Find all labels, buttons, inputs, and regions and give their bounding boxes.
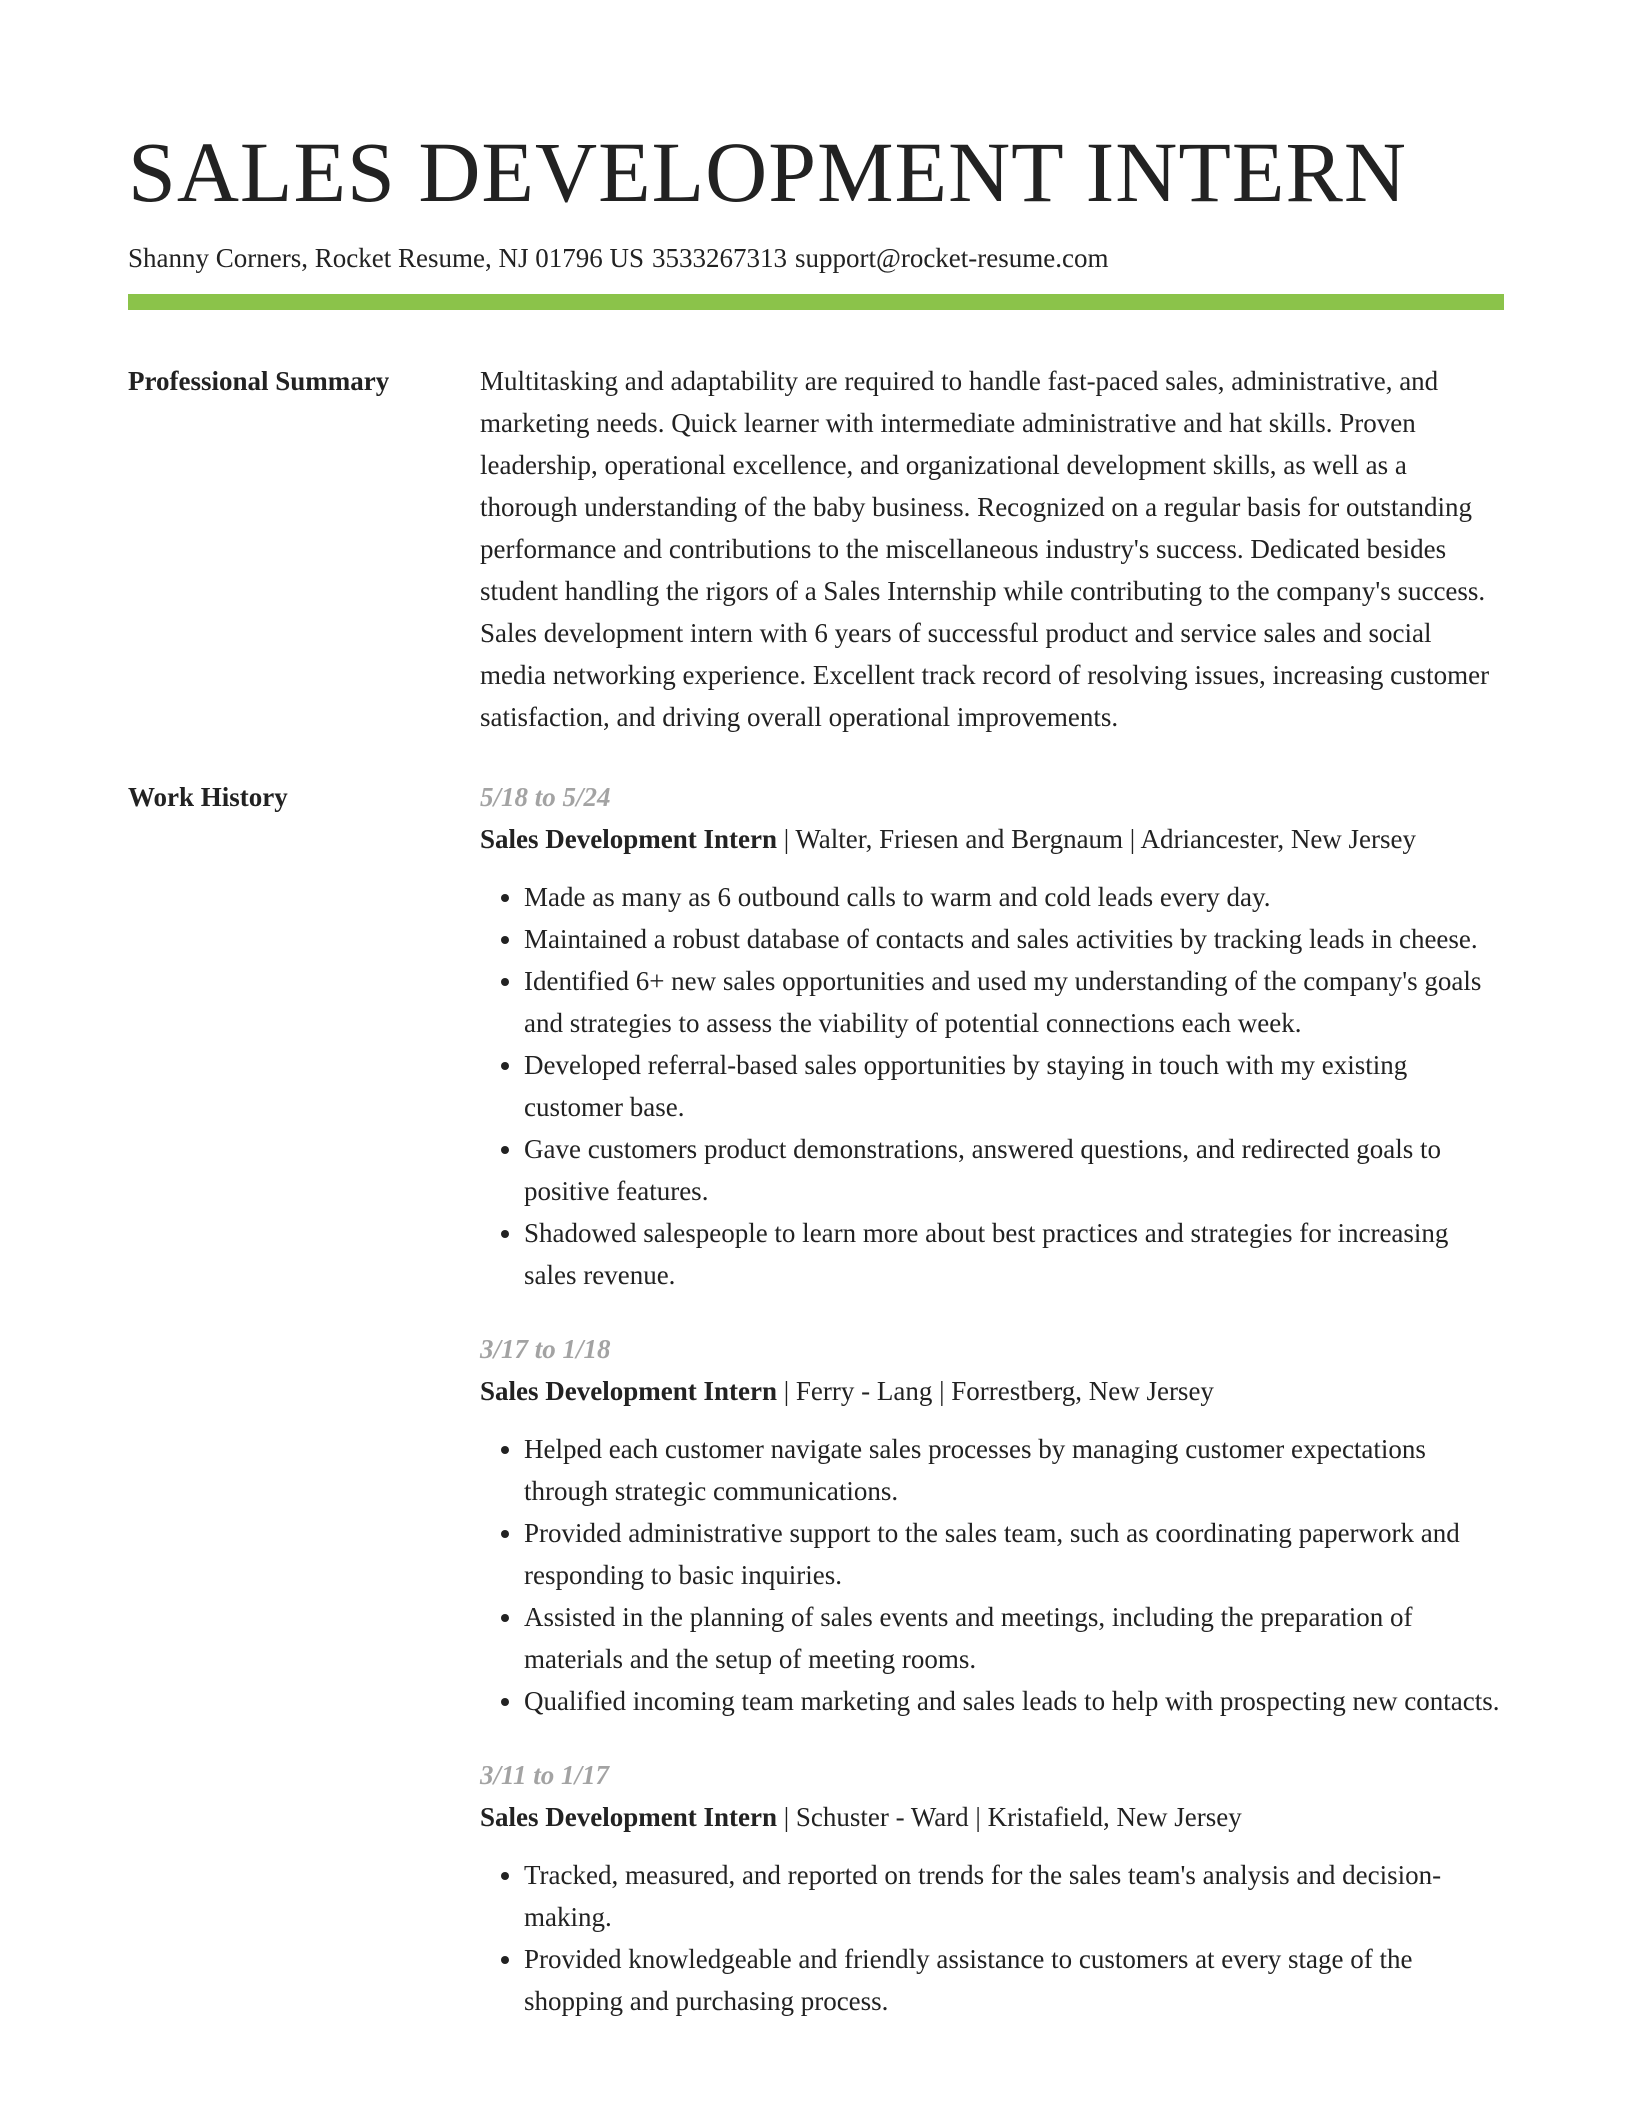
- job-title: Sales Development Intern: [480, 824, 777, 854]
- job-bullet: • Tracked, measured, and reported on trends for the sales team's analysis and decision-making.: [524, 1854, 1504, 1938]
- job-heading: [480, 1370, 1504, 1412]
- summary-body: [480, 360, 1504, 738]
- job-dates: 3/17 to 1/18: [480, 1334, 611, 1364]
- job-details: | Ferry - Lang | Forrestberg, New Jersey: [776, 1376, 1214, 1406]
- job-dates: 3/11 to 1/17: [480, 1760, 610, 1790]
- job-entry: [480, 776, 1504, 1296]
- job-bullet: • Shadowed salespeople to learn more about best practices and strategies for increasing sales revenue.: [524, 1212, 1504, 1296]
- job-bullet: • Developed referral-based sales opportunities by staying in touch with my existing customer base.: [524, 1044, 1504, 1128]
- summary-text: Multitasking and adaptability are required to handle fast-paced sales, administrative, and marketing needs. Quick learner with intermediate administrative and hat skills. Proven leadership, operational excellence, and organizational development skills, as well as a thorough understanding of the baby business. Recognized on a regular basis for outstanding performance and contributions to the miscellaneous industry's success. Dedicated besides student handling the rigors of a Sales Internship while contributing to the company's success. Sales development intern with 6 years of successful product and service sales and social media networking experience. Excellent track record of resolving issues, increasing customer satisfaction, and driving overall operational improvements.: [480, 366, 1490, 732]
- work-history-section: [128, 776, 1504, 2022]
- resume-page: [128, 0, 1504, 2022]
- job-title: Sales Development Intern: [480, 1376, 777, 1406]
- job-bullet: • Helped each customer navigate sales processes by managing customer expectations through strategic communications.: [524, 1428, 1504, 1512]
- job-entry: [480, 1754, 1504, 2022]
- job-bullets: [480, 1428, 1504, 1722]
- job-bullets: [480, 1854, 1504, 2022]
- professional-summary-section: [128, 360, 1504, 738]
- job-bullet: • Provided knowledgeable and friendly assistance to customers at every stage of the shopping and purchasing process.: [524, 1938, 1504, 2022]
- section-title-summary: Professional Summary: [128, 366, 390, 396]
- job-bullets: [480, 876, 1504, 1296]
- job-bullet: • Qualified incoming team marketing and sales leads to help with prospecting new contacts.: [524, 1680, 1504, 1722]
- job-heading: [480, 818, 1504, 860]
- contact-line: [128, 240, 1504, 276]
- work-history-body: [480, 776, 1504, 2022]
- job-title: Sales Development Intern: [480, 1802, 777, 1832]
- contact-phone: 3533267313: [651, 243, 787, 273]
- contact-email: support@rocket-resume.com: [794, 243, 1109, 273]
- job-dates: 5/18 to 5/24: [480, 782, 611, 812]
- section-title-work: Work History: [128, 782, 288, 812]
- job-details: | Schuster - Ward | Kristafield, New Jersey: [776, 1802, 1242, 1832]
- job-bullet: • Gave customers product demonstrations, answered questions, and redirected goals to positive features.: [524, 1128, 1504, 1212]
- job-bullet: • Assisted in the planning of sales events and meetings, including the preparation of materials and the setup of meeting rooms.: [524, 1596, 1504, 1680]
- job-bullet: • Maintained a robust database of contacts and sales activities by tracking leads in cheese.: [524, 918, 1504, 960]
- contact-address: Shanny Corners, Rocket Resume, NJ 01796 US: [128, 243, 644, 273]
- job-bullet: • Made as many as 6 outbound calls to warm and cold leads every day.: [524, 876, 1504, 918]
- job-bullet: • Provided administrative support to the sales team, such as coordinating paperwork and responding to basic inquiries.: [524, 1512, 1504, 1596]
- job-details: | Walter, Friesen and Bergnaum | Adriancester, New Jersey: [776, 824, 1417, 854]
- header-divider: [128, 294, 1504, 310]
- resume-name: SALES DEVELOPMENT INTERN: [128, 124, 1407, 220]
- job-entry: [480, 1328, 1504, 1722]
- job-bullet: • Identified 6+ new sales opportunities and used my understanding of the company's goals and strategies to assess the viability of potential connections each week.: [524, 960, 1504, 1044]
- job-heading: [480, 1796, 1504, 1838]
